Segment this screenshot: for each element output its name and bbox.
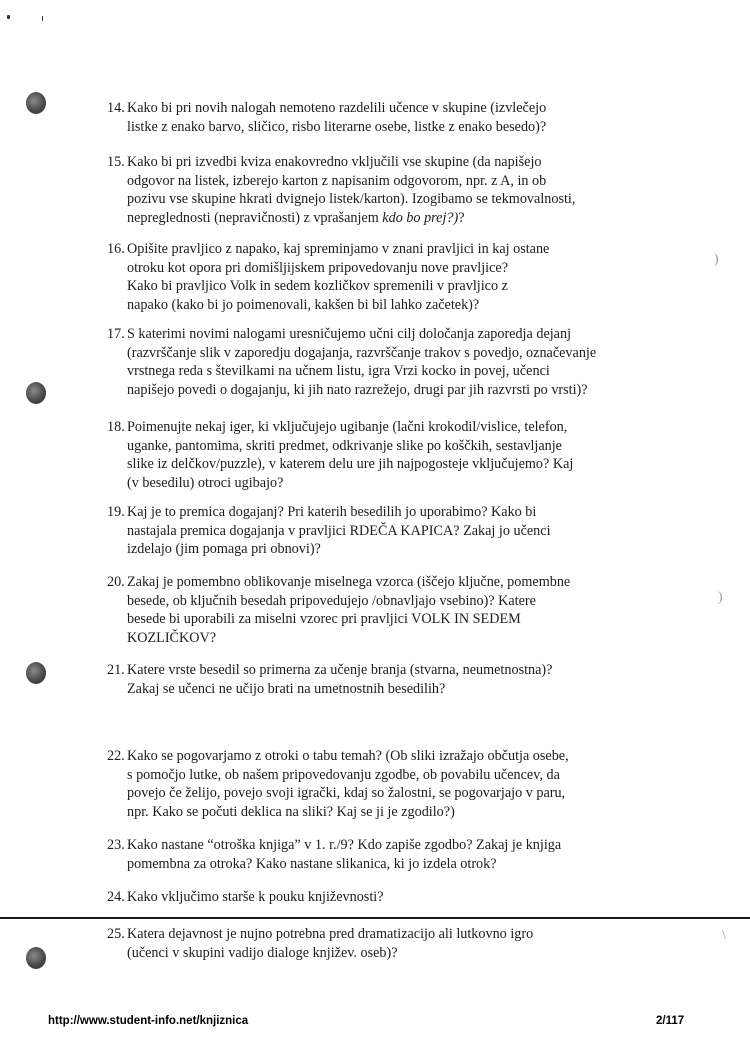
punch-hole (26, 382, 46, 404)
question-number: 22. (107, 748, 125, 764)
question-24 (100, 888, 630, 907)
question-text-line: s pomočjo lutke, ob našem pripovedovanju zgodbe, ob povabilu učencev, da (127, 766, 560, 783)
question-text-line: Zakaj je pomembno oblikovanje miselnega vzorca (iščejo ključne, pomembne (127, 574, 571, 590)
question-text-line: Kaj je to premica dogajanj? Pri katerih besedilih jo uporabimo? Kako bi (127, 504, 537, 520)
question-number: 17. (107, 326, 125, 342)
question-15 (100, 153, 630, 227)
question-number: 16. (107, 241, 125, 257)
question-number: 14. (107, 100, 125, 116)
question-text-fragment: ? (458, 209, 465, 226)
question-text-line: Poimenujte nekaj iger, ki vključujejo ugibanje (lačni krokodil/vislice, telefon, (127, 419, 568, 435)
question-text-line: nastajala premica dogajanja v pravljici RDEČA KAPICA? Zakaj jo učenci (127, 522, 551, 539)
question-text-line: (razvrščanje slik v zaporedju dogajanja, razvrščanje trakov s povedjo, označevanje (127, 344, 597, 361)
question-21 (100, 661, 630, 698)
page-number: 2/117 (656, 1015, 685, 1027)
question-number: 23. (107, 837, 125, 853)
question-text-line: povejo če želijo, povejo svoji igrački, kdaj so žalostni, se pogovarjajo v paru, (127, 785, 566, 802)
question-text-line: napišejo povedi o dogajanju, ki jih nato razrežejo, drugi par jih razvrsti po vrsti)? (127, 381, 588, 398)
question-text-line: npr. Kako se počuti deklica na sliki? Kaj se ji je zgodilo?) (127, 803, 455, 820)
scan-speck (42, 16, 43, 21)
question-text-line: (v besedilu) otroci ugibajo? (127, 474, 284, 491)
question-number: 24. (107, 889, 125, 905)
footer-url-link[interactable]: http://www.student-info.net/knjiznica (48, 1015, 249, 1027)
question-text-line: uganke, pantomima, skriti predmet, odkrivanje slike po koščkih, sestavljanje (127, 437, 562, 454)
question-text-line: KOZLIČKOV? (127, 629, 217, 646)
question-16 (100, 240, 630, 314)
question-number: 19. (107, 504, 125, 520)
punch-hole (26, 92, 46, 114)
question-text-line: Kako se pogovarjamo z otroki o tabu temah? (Ob sliki izražajo občutja osebe, (127, 748, 569, 764)
question-text-line: besede, ob ključnih besedah pripovedujejo /obnavljajo vsebino)? Katere (127, 592, 536, 609)
question-text-line (127, 209, 630, 228)
question-text-line: Zakaj se učenci ne učijo brati na umetnostnih besedilih? (127, 680, 446, 697)
question-25 (100, 925, 630, 962)
margin-mark: ) (714, 252, 719, 267)
question-14 (100, 99, 630, 136)
question-number: 20. (107, 574, 125, 590)
punch-hole (26, 947, 46, 969)
punch-hole (26, 662, 46, 684)
question-text-fragment: nepreglednosti (nepravičnosti) z vprašanjem (127, 209, 383, 226)
margin-mark: ) (718, 590, 723, 605)
question-number: 18. (107, 419, 125, 435)
question-number: 15. (107, 154, 125, 170)
question-text-line: Kako bi pravljico Volk in sedem kozličkov spremenili v pravljico z (127, 278, 508, 295)
question-text-line: Kako bi pri novih nalogah nemoteno razdelili učence v skupine (izvlečejo (127, 100, 547, 116)
question-text-line: izdelajo (jim pomaga pri obnovi)? (127, 541, 321, 558)
question-text-line: vrstnega reda s številkami na učnem listu, igra Vrzi kocko in povej, učenci (127, 363, 550, 380)
question-text-line: napako (kako bi jo poimenovali, kakšen bi bil lahko začetek)? (127, 296, 480, 313)
question-text-line: (učenci v skupini vadijo dialoge književ. oseb)? (127, 944, 398, 961)
horizontal-rule (0, 917, 750, 919)
question-text-line: Kako bi pri izvedbi kviza enakovredno vključili vse skupine (da napišejo (127, 154, 542, 170)
scan-speck (7, 15, 10, 19)
question-text-line: otroku kot opora pri domišljijskem pripovedovanju nove pravljice? (127, 259, 509, 276)
question-text-line: Kako vključimo starše k pouku književnosti? (127, 889, 384, 905)
question-number: 21. (107, 662, 125, 678)
question-italic-text: kdo bo prej?) (382, 209, 459, 226)
margin-mark: \ (722, 928, 726, 943)
question-text-line: Opišite pravljico z napako, kaj spreminjamo v znani pravljici in kaj ostane (127, 241, 550, 257)
question-17 (100, 325, 630, 399)
question-19 (100, 503, 630, 559)
question-text-line: pomembna za otroka? Kako nastane slikanica, ki jo izdela otrok? (127, 855, 497, 872)
question-23 (100, 836, 630, 873)
question-text-line: Katera dejavnost je nujno potrebna pred dramatizacijo ali lutkovno igro (127, 926, 534, 942)
question-text-line: S katerimi novimi nalogami uresničujemo učni cilj določanja zaporedja dejanj (127, 326, 572, 342)
question-18 (100, 418, 630, 492)
question-text-line: Kako nastane “otroška knjiga” v 1. r./9? Kdo zapiše zgodbo? Zakaj je knjiga (127, 837, 562, 853)
question-number: 25. (107, 926, 125, 942)
question-22 (100, 747, 630, 821)
question-text-line: Katere vrste besedil so primerna za učenje branja (stvarna, neumetnostna)? (127, 662, 553, 678)
question-text-line: besede bi uporabili za miselni vzorec pri pravljici VOLK IN SEDEM (127, 611, 521, 628)
question-text-line: pozivu vse skupine hkrati dvignejo listek/karton). Izogibamo se tekmovalnosti, (127, 191, 576, 208)
question-text-line: odgovor na listek, izberejo karton z napisanim odgovorom, npr. z A, in ob (127, 172, 547, 189)
question-text-line: listke z enako barvo, sličico, risbo literarne osebe, listke z enako besedo)? (127, 118, 547, 135)
question-20 (100, 573, 630, 647)
question-text-line: slike iz delčkov/puzzle), v katerem delu ure jih najpogosteje vključujemo? Kaj (127, 456, 574, 473)
